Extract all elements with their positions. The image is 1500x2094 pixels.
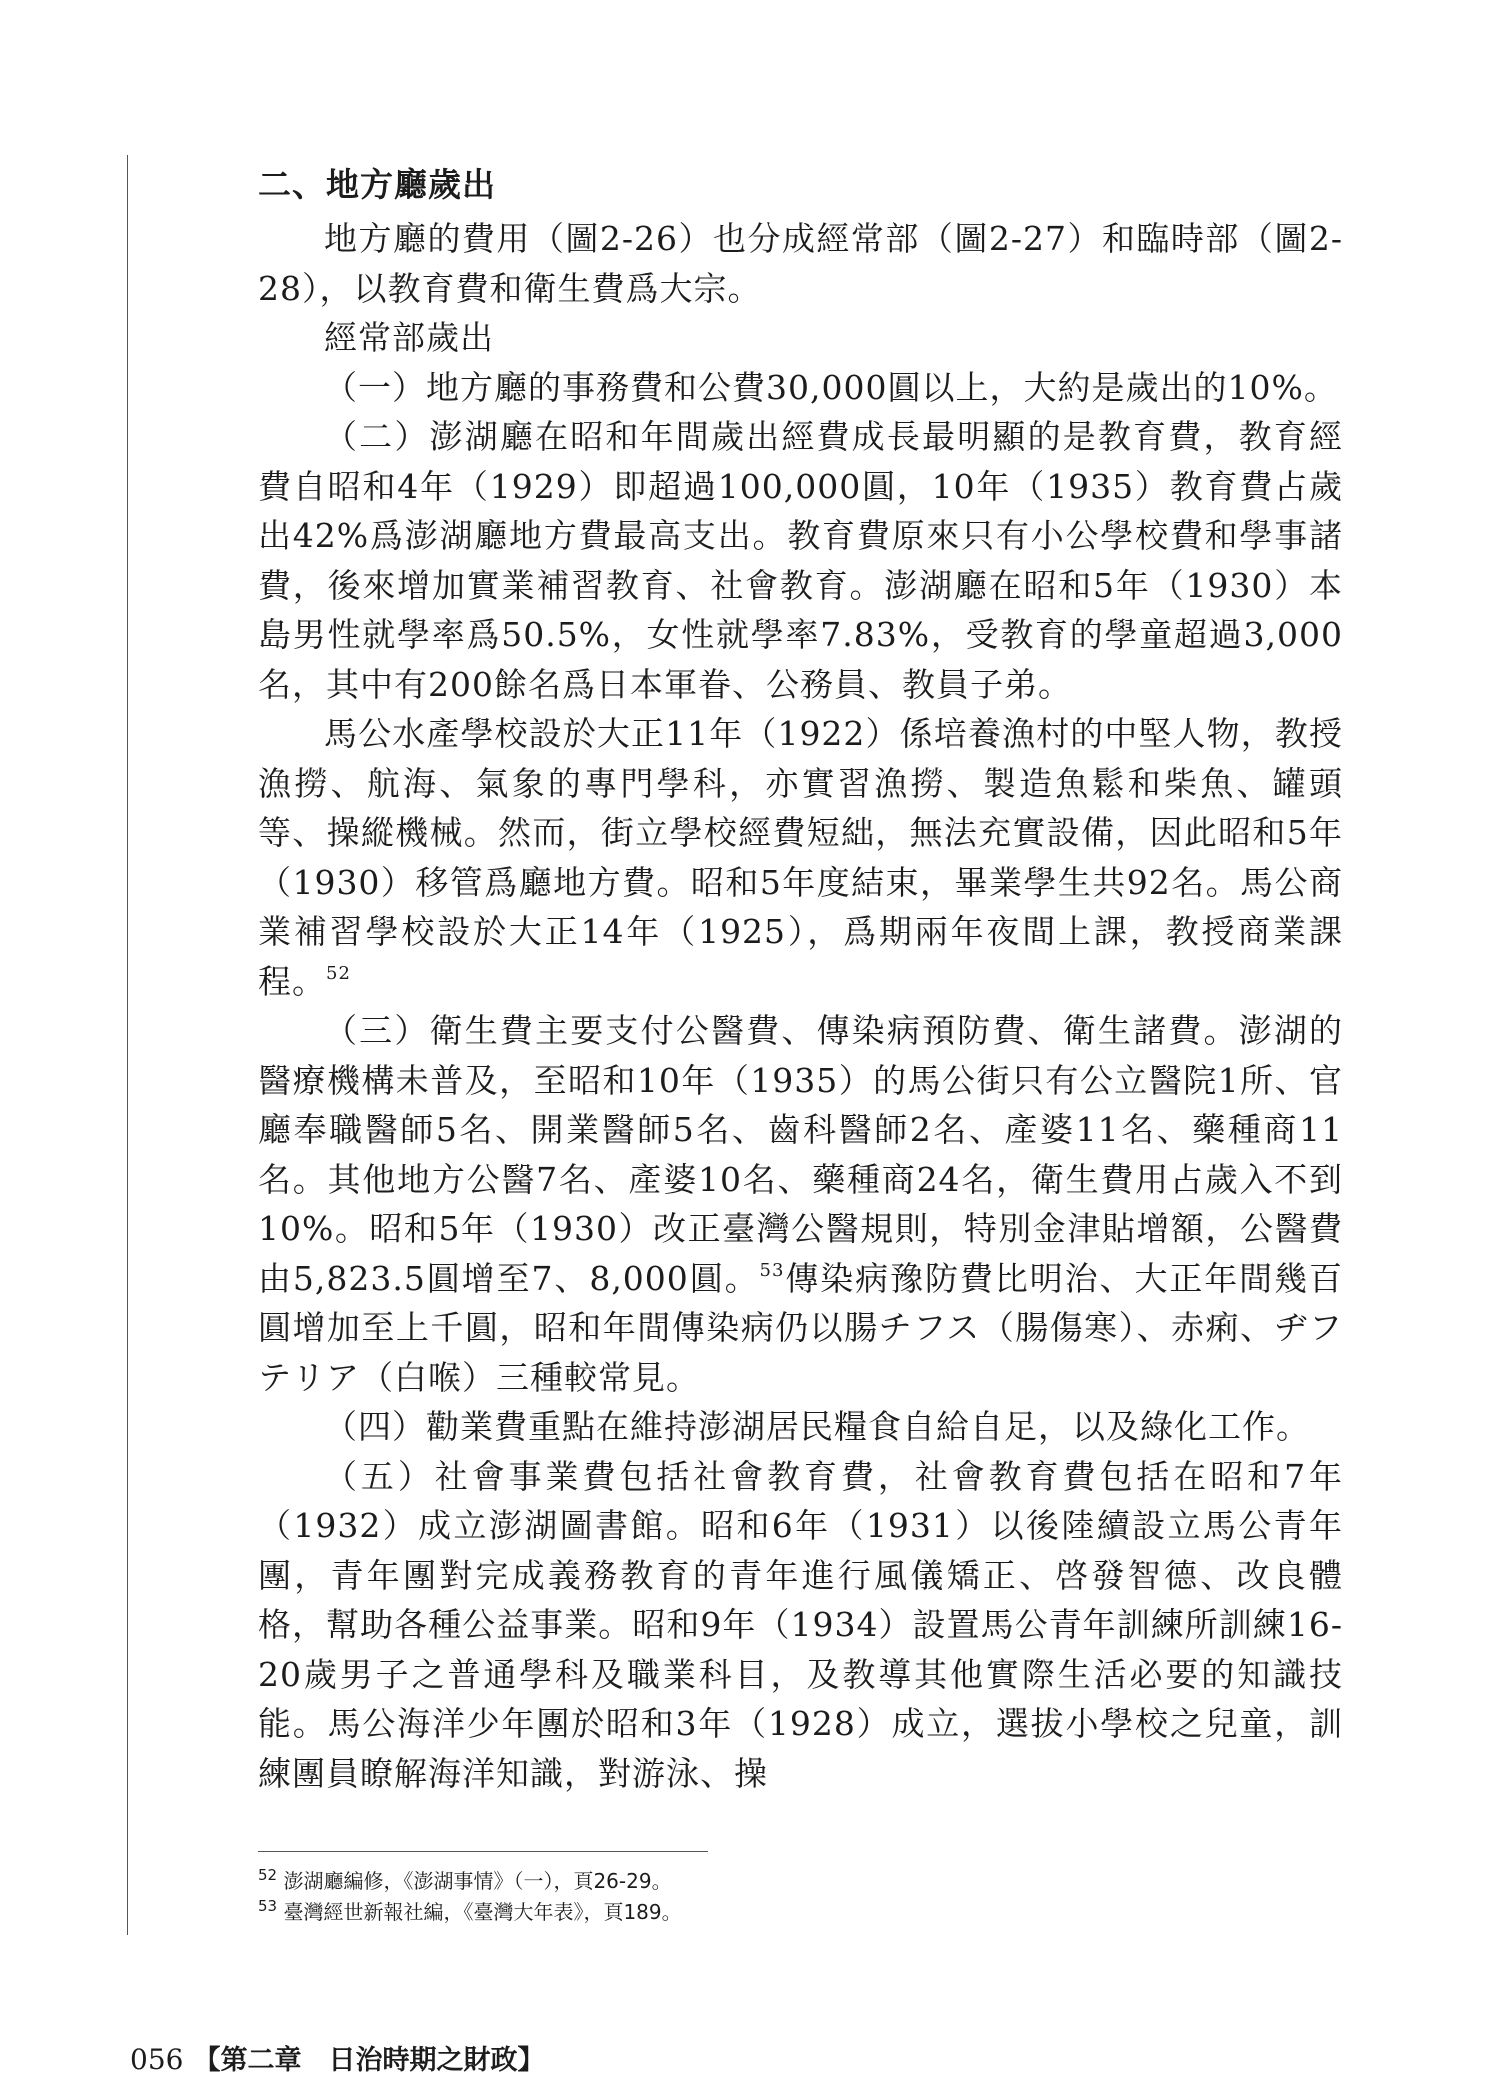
footnote-divider bbox=[258, 1851, 708, 1852]
page-footer bbox=[130, 2038, 544, 2077]
paragraph-fisheries-school bbox=[258, 709, 1343, 1006]
main-content bbox=[258, 160, 1343, 1798]
footnote-53 bbox=[258, 1897, 1158, 1928]
paragraph-item-3-text-a: （三）衛生費主要支付公醫費、傳染病預防費、衛生諸費。澎湖的醫療機構未普及，至昭和10年（1935）的馬公街只有公立醫院1所、官廳奉職醫師5名、開業醫師5名、齒科醫師2名、產婆11名、藥種商11名。其他地方公醫7名、產婆10名、藥種商24名，衛生費用占歲入不到10%。昭和5年（1930）改正臺灣公醫規則，特別金津貼增額，公醫費由5,823.5圓增至7、8,000圓。 bbox=[258, 1011, 1343, 1298]
paragraph-item-3 bbox=[258, 1006, 1343, 1402]
paragraph-subheading: 經常部歲出 bbox=[324, 318, 494, 357]
page-number: 056 bbox=[130, 2043, 184, 2076]
paragraph-item-5: （五）社會事業費包括社會教育費，社會教育費包括在昭和7年（1932）成立澎湖圖書館。昭和6年（1931）以後陸續設立馬公青年團，青年團對完成義務教育的青年進行風儀矯正、啓發智德、改良體格，幫助各種公益事業。昭和9年（1934）設置馬公青年訓練所訓練16-20歲男子之普通學科及職業科目，及教導其他實際生活必要的知識技能。馬公海洋少年團於昭和3年（1928）成立，選拔小學校之兒童，訓練團員瞭解海洋知識，對游泳、操 bbox=[258, 1456, 1343, 1793]
footnote-52 bbox=[258, 1866, 1158, 1897]
footnote-number: 52 bbox=[258, 1866, 278, 1884]
chapter-title: 【第二章 日治時期之財政】 bbox=[193, 2045, 545, 2076]
footnote-ref-53[interactable]: 53 bbox=[759, 1259, 785, 1281]
paragraph-item-4: （四）勸業費重點在維持澎湖居民糧食自給自足，以及綠化工作。 bbox=[324, 1407, 1310, 1446]
paragraph-fisheries-school-text: 馬公水產學校設於大正11年（1922）係培養漁村的中堅人物，教授漁撈、航海、氣象的專門學科，亦實習漁撈、製造魚鬆和柴魚、罐頭等、操縱機械。然而，街立學校經費短絀，無法充實設備，因此昭和5年（1930）移管爲廳地方費。昭和5年度結束，畢業學生共92名。馬公商業補習學校設於大正14年（1925），爲期兩年夜間上課，教授商業課程。 bbox=[258, 714, 1343, 1001]
paragraph-item-1: （一）地方廳的事務費和公費30,000圓以上，大約是歲出的10%。 bbox=[324, 367, 1338, 407]
footnote-ref-52[interactable]: 52 bbox=[326, 962, 351, 984]
footnote-text: 臺灣經世新報社編，《臺灣大年表》，頁189。 bbox=[283, 1900, 682, 1924]
paragraph-item-2: （二）澎湖廳在昭和年間歲出經費成長最明顯的是教育費，教育經費自昭和4年（1929）即超過100,000圓，10年（1935）教育費占歲出42%爲澎湖廳地方費最高支出。教育費原來只有小公學校費和學事諸費，後來增加實業補習教育、社會教育。澎湖廳在昭和5年（1930）本島男性就學率爲50.5%，女性就學率7.83%，受教育的學童超過3,000名，其中有200餘名爲日本軍眷、公務員、教員子弟。 bbox=[258, 417, 1343, 704]
footnote-number: 53 bbox=[258, 1897, 278, 1915]
page-margin-rule bbox=[127, 155, 128, 1935]
section-heading: 二、地方廳歲出 bbox=[258, 165, 496, 204]
footnotes bbox=[258, 1866, 1158, 1928]
footnote-text: 澎湖廳編修，《澎湖事情》（一），頁26-29。 bbox=[283, 1869, 672, 1893]
paragraph-item-3-text-b: 傳染病豫防費比明治、大正年間幾百圓增加至上千圓，昭和年間傳染病仍以腸チフス（腸傷寒）、赤痢、ヂフテリア（白喉）三種較常見。 bbox=[258, 1258, 1343, 1397]
paragraph-intro: 地方廳的費用（圖2-26）也分成經常部（圖2-27）和臨時部（圖2-28），以教育費和衛生費爲大宗。 bbox=[258, 219, 1343, 308]
